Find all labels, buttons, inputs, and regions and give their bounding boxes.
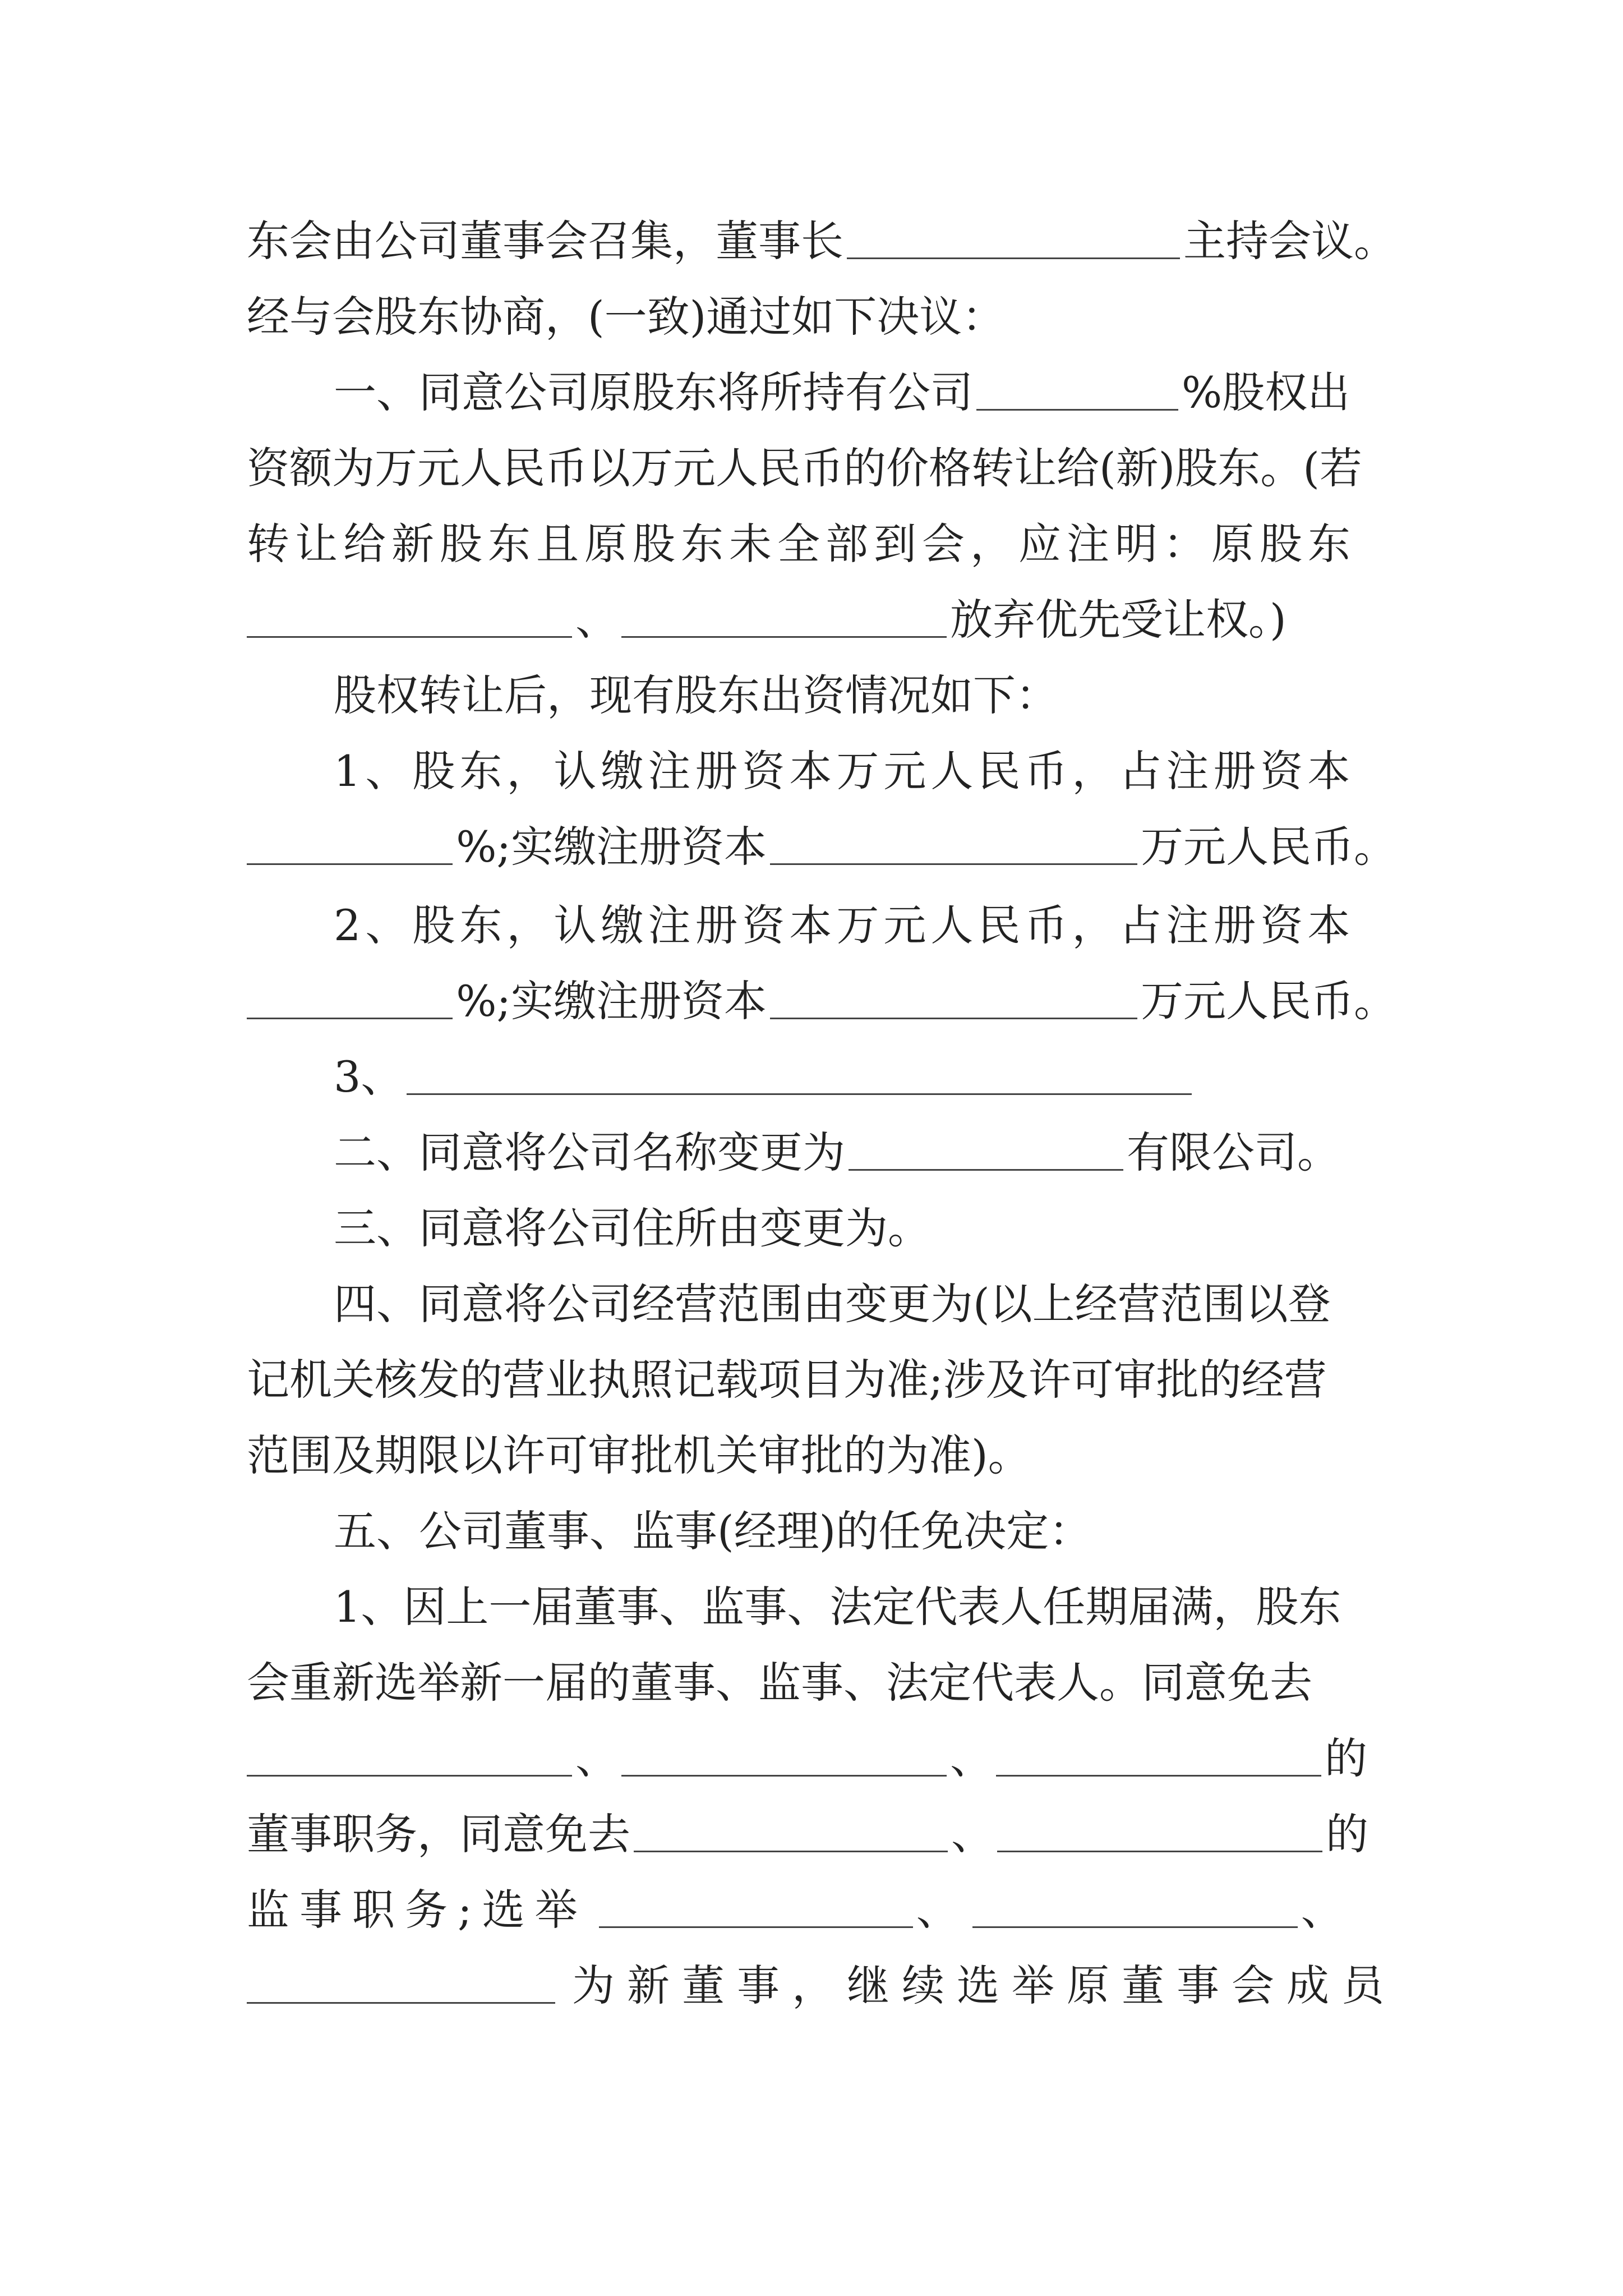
text-segment: 二、同意将公司名称变更为 [334, 1128, 845, 1177]
fill-blank-company-name[interactable] [849, 1135, 1123, 1171]
fill-blank-shareholder-3[interactable] [407, 1060, 1192, 1095]
text-segment: 东会由公司董事会召集，董事长 [247, 216, 843, 266]
text-segment: %;实缴注册资本 [456, 822, 767, 872]
fill-blank-equity-percent[interactable] [976, 375, 1178, 411]
fill-blank-new-director-1[interactable] [599, 1893, 913, 1928]
text-separator: 、 [916, 1885, 969, 1935]
text-segment: 的 [1325, 1733, 1367, 1783]
text-line-4: 资额为万元人民币以万元人民币的价格转让给(新)股东。(若 [247, 443, 1362, 493]
text-segment: 万元人民币。 [1141, 976, 1396, 1026]
text-line-11 [247, 968, 1396, 1035]
text-line-16: 记机关核发的营业执照记载项目为准;涉及许可审批的经营 [247, 1355, 1327, 1405]
text-line-3 [334, 359, 1396, 426]
text-line-23 [247, 1876, 1396, 1944]
text-segment: 一、同意公司原股东将所持有公司 [334, 367, 973, 417]
text-line-2: 经与会股东协商，(一致)通过如下决议： [247, 292, 1005, 342]
text-separator: 、 [951, 1809, 994, 1859]
fill-blank-paid-capital-2[interactable] [770, 984, 1137, 1019]
text-line-1 [247, 208, 1396, 275]
fill-blank-paid-capital-1[interactable] [770, 830, 1137, 865]
text-line-12 [334, 1043, 1396, 1111]
text-line-9 [247, 813, 1396, 881]
text-line-17: 范围及期限以许可审批机关审批的为准)。 [247, 1430, 1031, 1480]
text-line-10: 2、股东，认缴注册资本万元人民币，占注册资本 [334, 900, 1355, 950]
text-line-6 [247, 586, 1396, 654]
text-separator: 、 [575, 595, 618, 645]
text-segment: 有限公司。 [1127, 1128, 1340, 1177]
fill-blank-new-director-3[interactable] [247, 1968, 555, 2004]
text-separator: 、 [1301, 1885, 1354, 1935]
text-line-13 [334, 1119, 1396, 1186]
text-line-5: 转让给新股东且原股东未全部到会，应注明：原股东 [247, 519, 1356, 569]
text-segment: 监事职务;选举 [247, 1885, 588, 1935]
text-segment: 3、 [334, 1052, 404, 1102]
fill-blank-supervisor-1[interactable] [634, 1817, 948, 1852]
text-separator: 、 [575, 1733, 618, 1783]
fill-blank-director-1[interactable] [247, 1741, 572, 1777]
text-line-21 [247, 1725, 1396, 1792]
text-line-14: 三、同意将公司住所由变更为。 [334, 1203, 930, 1253]
text-line-19: 1、因上一届董事、监事、法定代表人任期届满，股东 [334, 1582, 1341, 1632]
text-line-22 [247, 1801, 1396, 1868]
fill-blank-percent-1[interactable] [247, 830, 453, 865]
text-line-8: 1、股东，认缴注册资本万元人民币，占注册资本 [334, 746, 1355, 796]
fill-blank-chairman[interactable] [847, 224, 1180, 259]
text-line-24 [247, 1952, 1396, 2019]
text-line-18: 五、公司董事、监事(经理)的任免决定： [334, 1506, 1092, 1556]
fill-blank-new-director-2[interactable] [972, 1893, 1298, 1928]
text-segment: %股权出 [1182, 367, 1350, 417]
text-segment: %;实缴注册资本 [456, 976, 767, 1026]
text-line-15: 四、同意将公司经营范围由变更为(以上经营范围以登 [334, 1279, 1331, 1329]
text-separator: 、 [950, 1733, 993, 1783]
text-line-20: 会重新选举新一届的董事、监事、法定代表人。同意免去 [247, 1658, 1312, 1708]
fill-blank-percent-2[interactable] [247, 984, 453, 1019]
fill-blank-director-3[interactable] [996, 1741, 1321, 1777]
text-segment: 的 [1326, 1809, 1368, 1859]
fill-blank-shareholder-a[interactable] [247, 602, 572, 638]
text-segment: 放弃优先受让权。) [950, 595, 1287, 645]
text-segment: 为新董事，继续选举原董事会成员 [572, 1961, 1396, 2010]
text-segment: 董事职务，同意免去 [247, 1809, 630, 1859]
fill-blank-supervisor-2[interactable] [997, 1817, 1322, 1852]
text-segment: 万元人民币。 [1141, 822, 1396, 872]
fill-blank-shareholder-b[interactable] [621, 602, 947, 638]
text-line-7: 股权转让后，现有股东出资情况如下： [334, 670, 1058, 720]
text-segment: 主持会议。 [1183, 216, 1396, 266]
fill-blank-director-2[interactable] [621, 1741, 947, 1777]
